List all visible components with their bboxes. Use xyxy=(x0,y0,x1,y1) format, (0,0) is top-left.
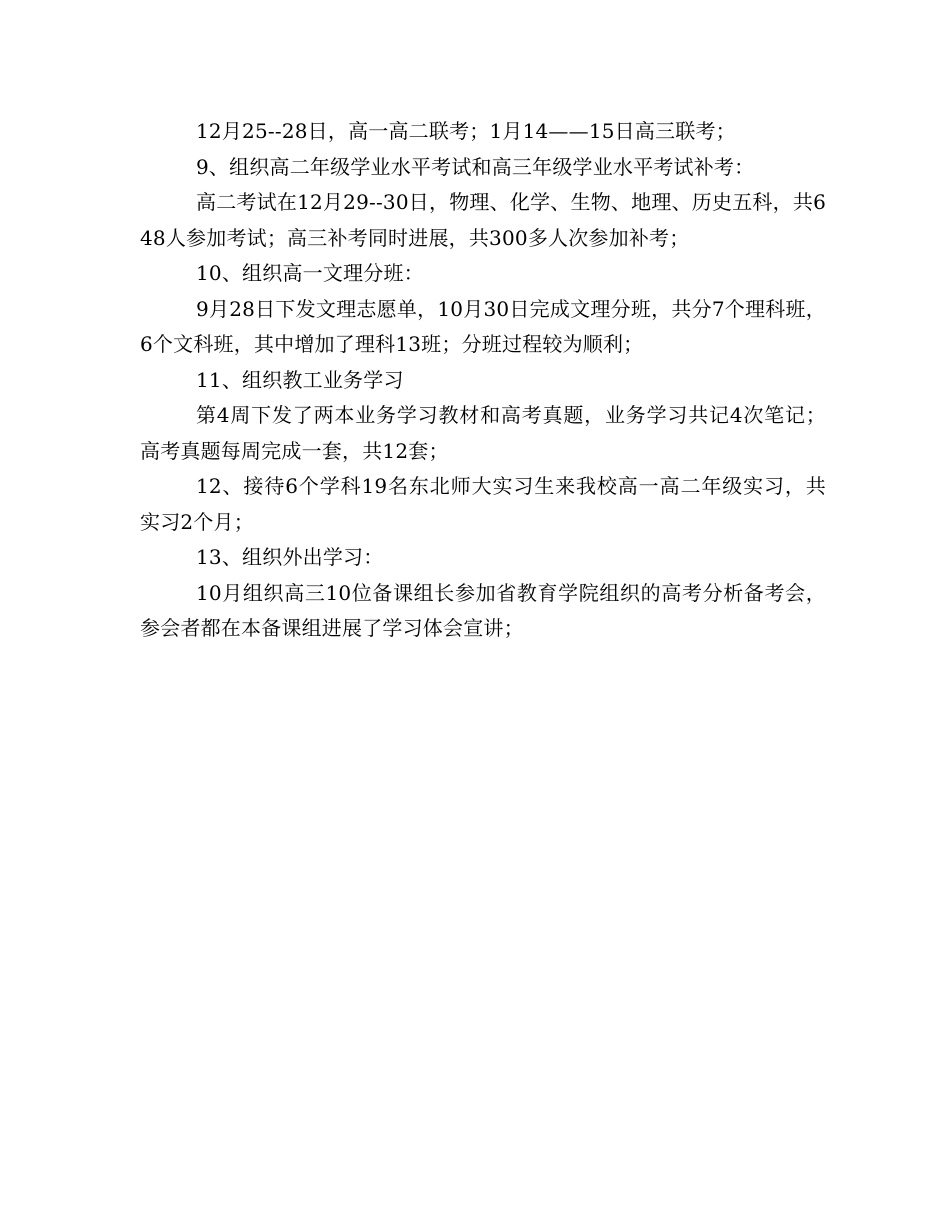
paragraph-item-10-detail: 9月28日下发文理志愿单，10月30日完成文理分班，共分7个理科班，6个文科班，其中增加了理科13班；分班过程较为顺利； xyxy=(140,296,826,356)
paragraph-item-9-heading: 9、组织高二年级学业水平考试和高三年级学业水平考试补考： xyxy=(196,154,755,179)
paragraph-item-11-detail: 第4周下发了两本业务学习教材和高考真题，业务学习共记4次笔记；高考真题每周完成一套，共12套； xyxy=(140,403,826,463)
paragraph-joint-exam-dates: 12月25--28日，高一高二联考；1月14——15日高三联考； xyxy=(196,119,736,143)
paragraph-item-11-heading: 11、组织教工业务学习 xyxy=(196,367,404,392)
paragraph-item-13-heading: 13、组织外出学习： xyxy=(196,545,384,569)
paragraph-item-12: 12、接待6个学科19名东北师大实习生来我校高一高二年级实习，共实习2个月； xyxy=(140,474,826,534)
paragraph-item-10-heading: 10、组织高一文理分班： xyxy=(196,261,424,285)
document-body xyxy=(140,114,826,647)
paragraph-item-13-detail: 10月组织高三10位备课组长参加省教育学院组织的高考分析备考会，参会者都在本备课组进展了学习体会宣讲； xyxy=(140,580,826,640)
paragraph-item-9-detail: 高二考试在12月29--30日，物理、化学、生物、地理、历史五科，共648人参加考试；高三补考同时进展，共300多人次参加补考； xyxy=(140,190,826,250)
